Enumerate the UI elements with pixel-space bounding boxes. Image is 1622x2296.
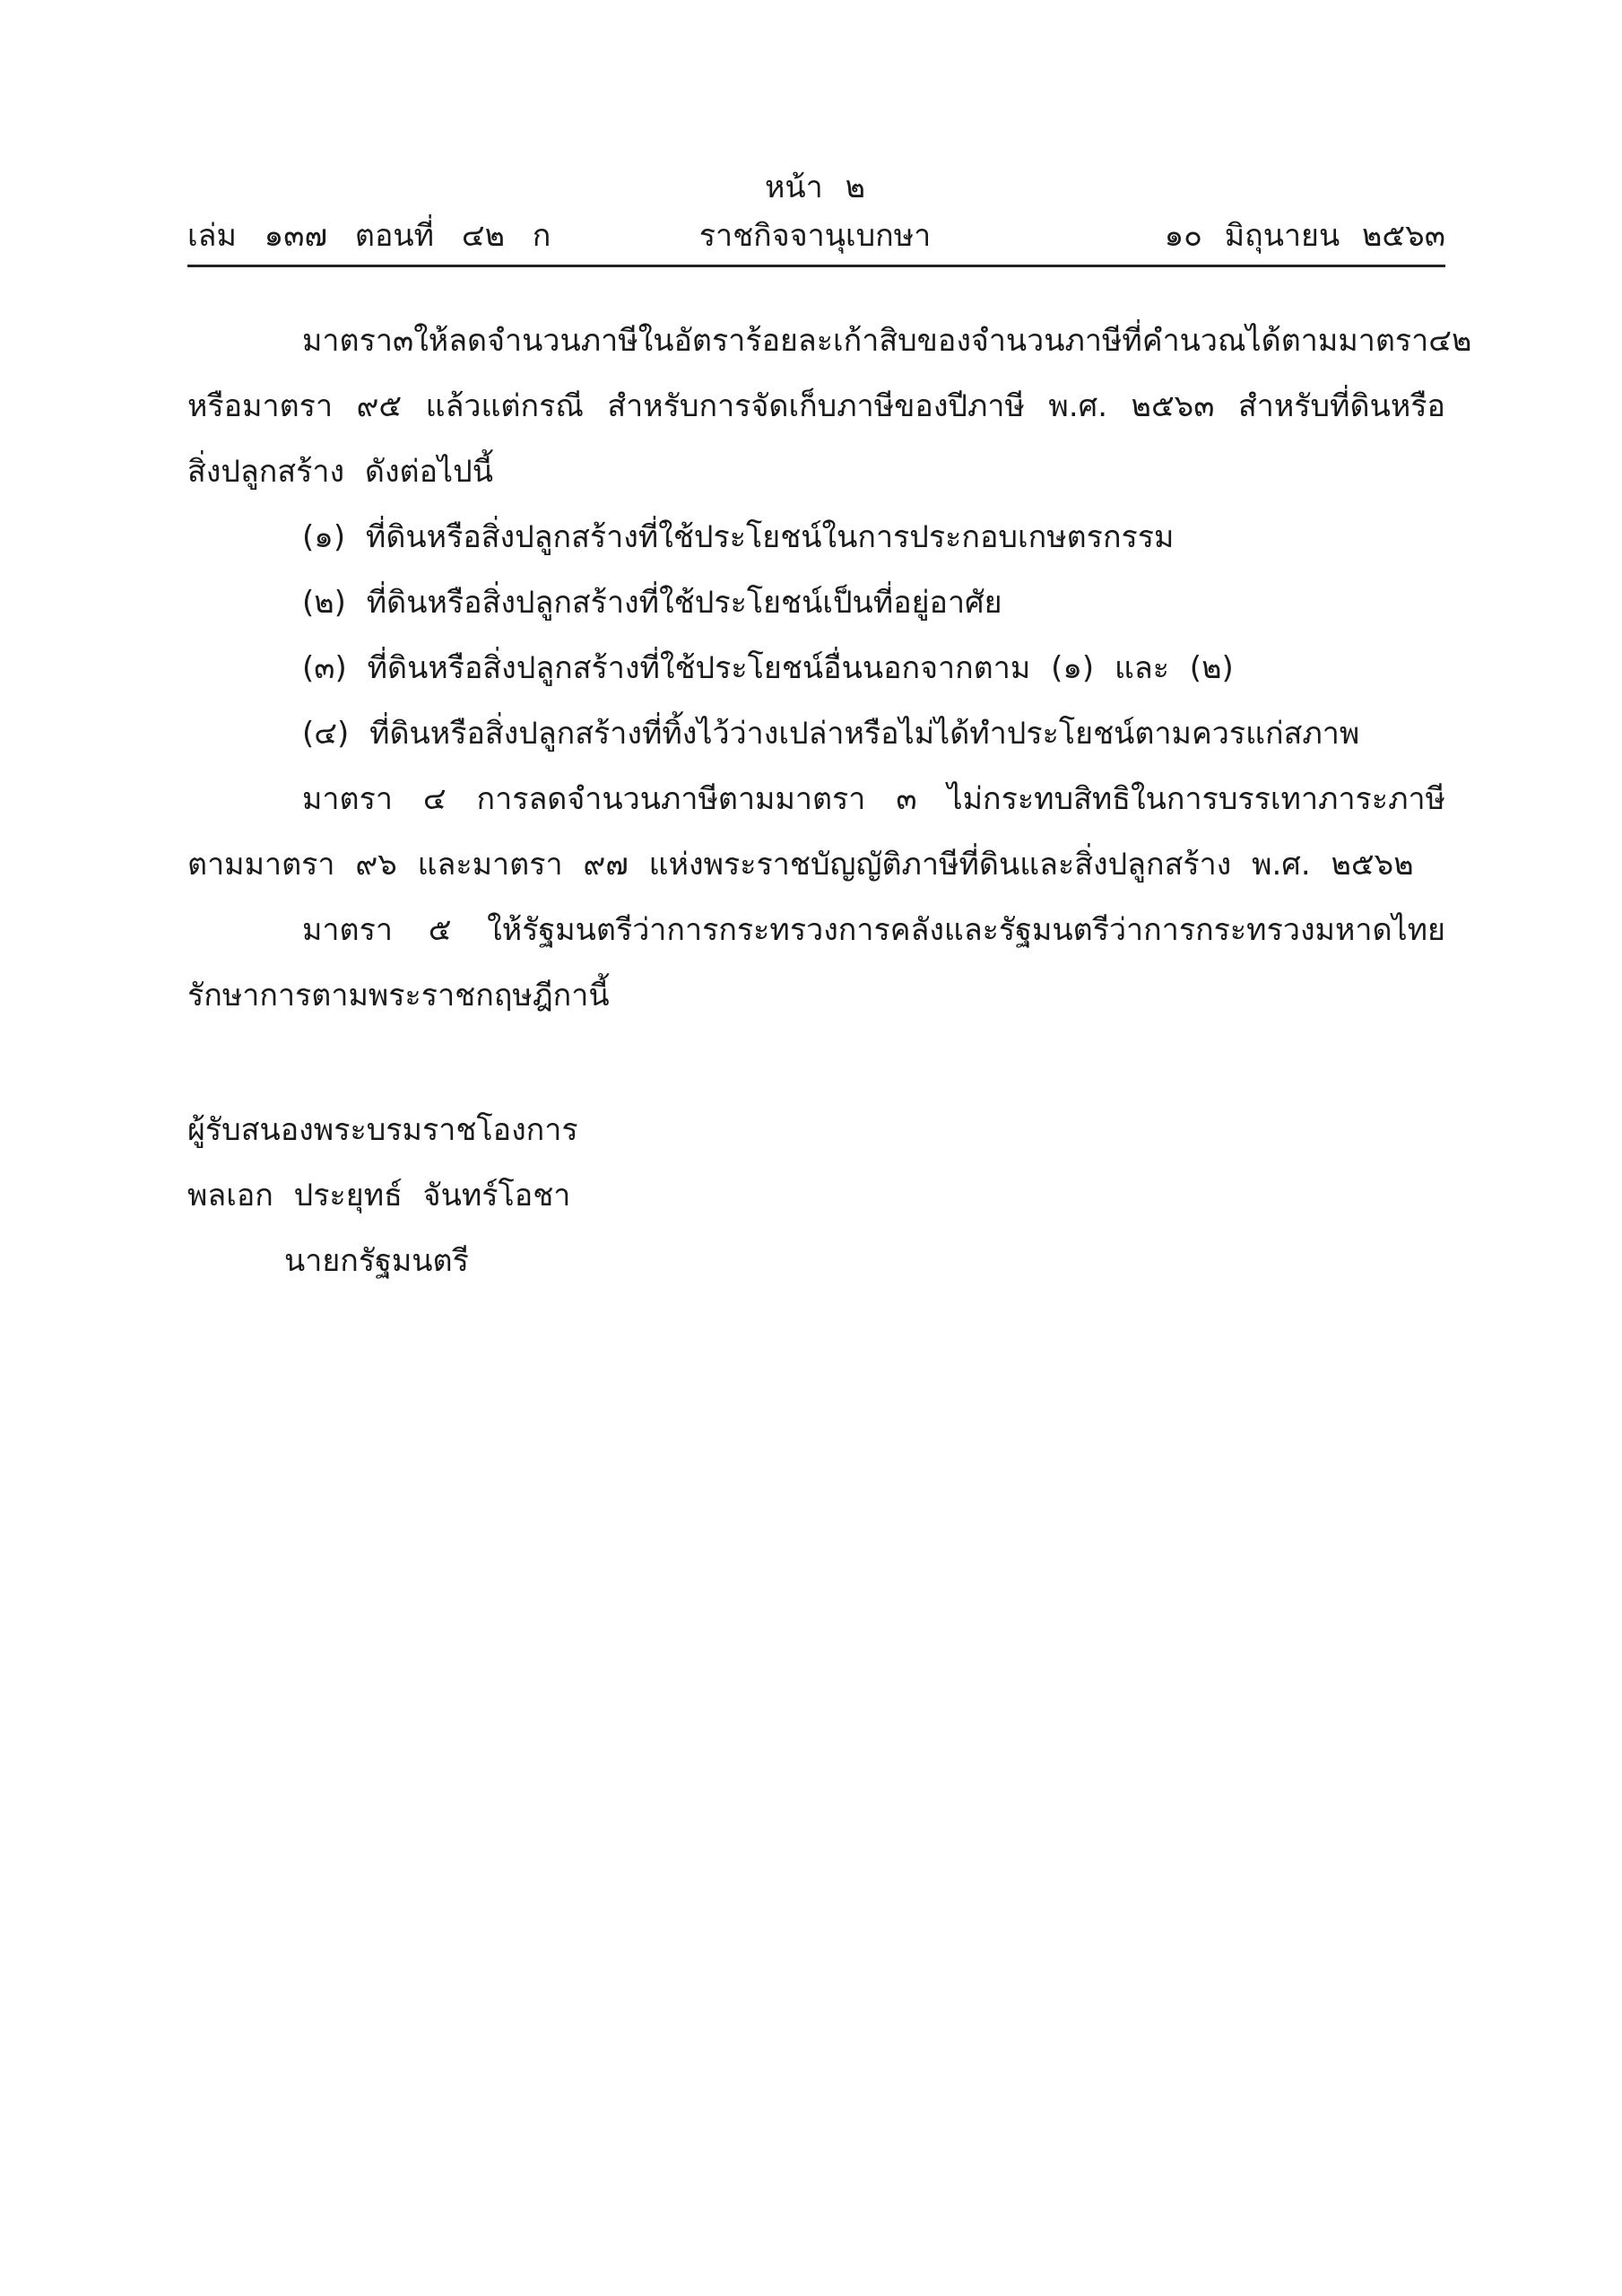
line-segment: พ.ศ.	[1048, 388, 1108, 424]
line-segment: แล้วแต่กรณี	[425, 388, 584, 424]
section-3-item-2: (๒) ที่ดินหรือสิ่งปลูกสร้างที่ใช้ประโยชน์เป็นที่อยู่อาศัย	[302, 585, 1002, 621]
line-segment: มาตรา	[302, 323, 393, 359]
section-4-line-1	[187, 767, 1445, 832]
section-3-line-3: สิ่งปลูกสร้าง ดังต่อไปนี้	[187, 454, 493, 490]
line-segment: ๔๒	[1428, 323, 1472, 359]
line-segment: ๓	[392, 323, 414, 359]
line-segment: ให้ลดจำนวนภาษีในอัตราร้อยละเก้าสิบ	[413, 323, 917, 359]
section-3-item-1: (๑) ที่ดินหรือสิ่งปลูกสร้างที่ใช้ประโยชน์ในการประกอบเกษตรกรรม	[302, 519, 1175, 555]
section-5-line-1	[187, 898, 1445, 963]
section-5-line-2: รักษาการตามพระราชกฤษฎีกานี้	[187, 978, 610, 1013]
countersign-label: ผู้รับสนองพระบรมราชโองการ	[187, 1112, 578, 1148]
publication-date: ๑๐ มิถุนายน ๒๕๖๓	[1164, 218, 1445, 254]
decree-body	[187, 309, 1472, 1029]
line-segment: ของจำนวนภาษีที่คำนวณได้ตามมาตรา	[916, 323, 1429, 359]
signature-block	[187, 1098, 1084, 1294]
signatory-name: พลเอก ประยุทธ์ จันทร์โอชา	[187, 1178, 571, 1213]
signatory-title: นายกรัฐมนตรี	[284, 1243, 469, 1279]
line-segment: มาตรา	[302, 912, 393, 948]
line-segment: ๕	[428, 912, 452, 948]
line-segment: หรือมาตรา	[187, 388, 334, 424]
line-segment: ๙๕	[356, 388, 403, 424]
line-segment: ไม่กระทบสิทธิในการบรรเทาภาระภาษี	[947, 781, 1445, 817]
section-4-line-2: ตามมาตรา ๙๖ และมาตรา ๙๗ แห่งพระราชบัญญัติภาษีที่ดินและสิ่งปลูกสร้าง พ.ศ. ๒๕๖๒	[187, 847, 1414, 883]
line-segment: มาตรา	[302, 781, 393, 817]
volume-issue: เล่ม ๑๓๗ ตอนที่ ๔๒ ก	[187, 218, 551, 254]
section-3-line-1	[187, 309, 1472, 374]
line-segment: ๔	[422, 781, 447, 817]
line-segment: สำหรับการจัดเก็บภาษีของปีภาษี	[607, 388, 1025, 424]
line-segment: ให้รัฐมนตรีว่าการกระทรวงการคลังและรัฐมนตรีว่าการกระทรวงมหาดไทย	[487, 912, 1445, 948]
header-rule	[187, 265, 1445, 267]
publication-title: ราชกิจจานุเบกษา	[698, 218, 932, 254]
line-segment: สำหรับที่ดินหรือ	[1238, 388, 1445, 424]
section-3-line-2	[187, 374, 1445, 439]
line-segment: การลดจำนวนภาษีตามมาตรา	[476, 781, 866, 817]
line-segment: ๓	[896, 781, 917, 817]
page-number: หน้า ๒	[765, 170, 865, 205]
gazette-header	[187, 213, 1445, 259]
section-3-item-3: (๓) ที่ดินหรือสิ่งปลูกสร้างที่ใช้ประโยชน์อื่นนอกจากตาม (๑) และ (๒)	[302, 650, 1234, 686]
line-segment: ๒๕๖๓	[1131, 388, 1215, 424]
section-3-item-4: (๔) ที่ดินหรือสิ่งปลูกสร้างที่ทิ้งไว้ว่างเปล่าหรือไม่ได้ทำประโยชน์ตามควรแก่สภาพ	[302, 716, 1360, 752]
